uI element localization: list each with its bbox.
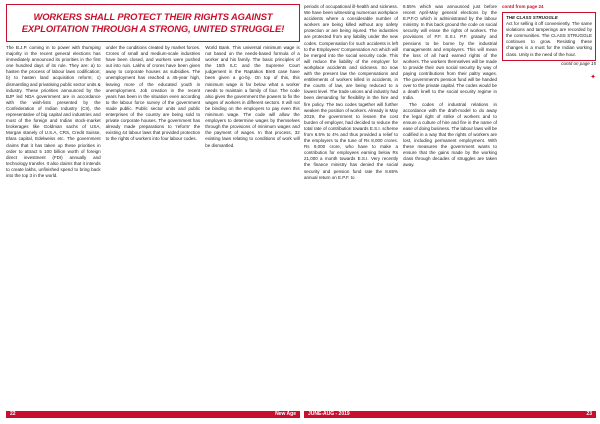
article-paragraph: 8.55% which was announced just before recent April-May general elections by the E.P.F.O which is administrated by the labour ministry. In this back ground the code on social security will erase the rights of workers. The provisions of P.F. E.S.I. P.F. gratuity and pensions to be borne by the industrial managements and employers. This will mean the loss of all hard earned rights of the workers. The workers themselves will be made to provide their own social security by way of paying contributions from their paltry wages. The government's pension fund will be handed over to the private capital. The codes would be a death knell to the social security regime in India. bbox=[403, 4, 497, 101]
continued-end: contd on page 15 bbox=[561, 60, 596, 66]
article-column-3 bbox=[205, 45, 300, 179]
star-icon: ✦ bbox=[590, 73, 596, 81]
page-number: 23 bbox=[586, 411, 592, 417]
headline-box bbox=[6, 4, 300, 42]
publication-name: New Age bbox=[275, 411, 296, 417]
page-footer bbox=[6, 411, 300, 418]
continued-label: contd from page 24 bbox=[502, 4, 544, 9]
article-column-2 bbox=[106, 45, 201, 179]
page-footer bbox=[304, 411, 596, 418]
article-paragraph: World Bank. This universal minimum wage is not based on the needs-based formula of a worker and his family. The basic principles of the 15th ILC and the Supreme Court judgement in the Raptakos Brett case have been given a go-by. On top of this, this minimum wage is far below what a worker needs to maintain a family of four. The code also gives the government the powers to fix the wages of workers in different sectors. It will not be binding on the employers to pay even this minimum wage. The code will allow the employers to determine wages by themselves through the provisions of minimum wages and the payment of wages. In that process, 32 existing laws relating to conditions of work will be dismantled. bbox=[205, 45, 300, 148]
article-columns bbox=[304, 4, 596, 181]
article-column-1 bbox=[6, 45, 101, 179]
left-page bbox=[6, 4, 300, 418]
boxed-heading: THE CLASS STRUGGLE bbox=[506, 15, 558, 20]
right-page bbox=[304, 4, 596, 418]
boxed-text: Act for selling it off conveniently. The same violations and tamperings are recorded by the communities. The CLASS STRUGGLE continues to grow. Resisting these changes is a must for the Indian working class. Unity is the need of the hour. bbox=[506, 21, 592, 57]
article-columns bbox=[6, 45, 300, 179]
page-number: 22 bbox=[10, 411, 16, 417]
article-column-3 bbox=[502, 4, 596, 181]
article-paragraph: periods of occupational ill-health and sickness. We have been witnessing numerous workplace accidents where a considerable number of workers are being killed without any safety protection or are being injured. The industries are protected from any liability under the new codes. Compensation for such accidents is left to the Employees' Compensation Act which will be merged into the social security code. This will reduce the liability of the employer for workplace accidents and sickness. So now with the present law the compensations and entitlements of workers killed in accidents, in the courts of law, are being reduced to a lowest level. The trade unions and industry had been demanding for flexibility in the hire and fire policy. The two codes together will further weaken the position of workers. Already in May 2019, the government to lessen the cost burden of employer, had decided to reduce the total rate of contribution towards E.S.I. scheme from 6.5% to 4% and thus provided a relief to the employers to the tune of Rs 8,000 crores. Rs 9,000 crore, who have to make a contribution for employees earning below Rs 21,000 a month towards E.S.I. Very recently the finance ministry has denied the social security and pension fund rate the 8.65% annual return on E.P.F. to bbox=[304, 4, 398, 180]
page-title: WORKERS SHALL PROTECT THEIR RIGHTS AGAINST EXPLOITATION THROUGH A STRONG, UNITED STRUGGLE! bbox=[21, 11, 285, 34]
article-column-1 bbox=[304, 4, 398, 181]
article-paragraph: The codes of industrial relations in accordance with the draft-model to do away the legal right of strike of workers and to ensure a culture of hire and fire in the name of ease of doing business. The labour laws will be codified in a way that the rights of workers are lost, including permanent employment. With these measures the government wants to ensure that the gains made by the working class through decades of struggles are taken away. bbox=[403, 101, 497, 168]
article-column-2 bbox=[403, 4, 497, 181]
issue-date: JUNE-AUG - 2019 bbox=[308, 411, 350, 417]
article-paragraph: under the conditions created by market forces. Crores of small and medium-scale industries have been closed, and workers were pushed out into ruin. Lakhs of crores have been given away to corporate houses as subsidies. The unemployment has reached a 45-year high, leaving more of the educated youth in unemployment. Job creation in the recent years has been in the situation even according to the labour force survey of the government made public. Public sector units and public enterprises of the country are being sold to private corporate houses. The government has already made preparations to 'reform' the existing 44 labour laws that provided protection to the rights of workers into four labour codes. bbox=[105, 45, 201, 142]
boxed-section bbox=[502, 12, 596, 61]
article-paragraph: The B.J.P. coming in to power with thumping majority in the recent general elections has immediately announced its priorities in the first one hundred days of its rule. They are: a) to hasten the process of labour laws codification; b) to hasten land acquisition reform; c) dismantling and privatising public sector units & industry. These priorities announced by the BJP led NDA government are in accordance with the wish-lists presented by the Confederation of Indian Industry (CII), the representative of big capital and industries and most of the foreign and Indian stock-market brokerages like Goldman sachs of USA, Morgan stanely of U.S.A, CRS, Credit Suisse, Elara capital, Edelweiss etc. The government claims that it has taken up these priorities in order to attract 5 100 billion worth of foreign direct investment (FDI) annually and technology transfer. It also claims that it intends to create lakhs, unfinished spend to bring back into the top 3 in the world. bbox=[6, 45, 101, 178]
